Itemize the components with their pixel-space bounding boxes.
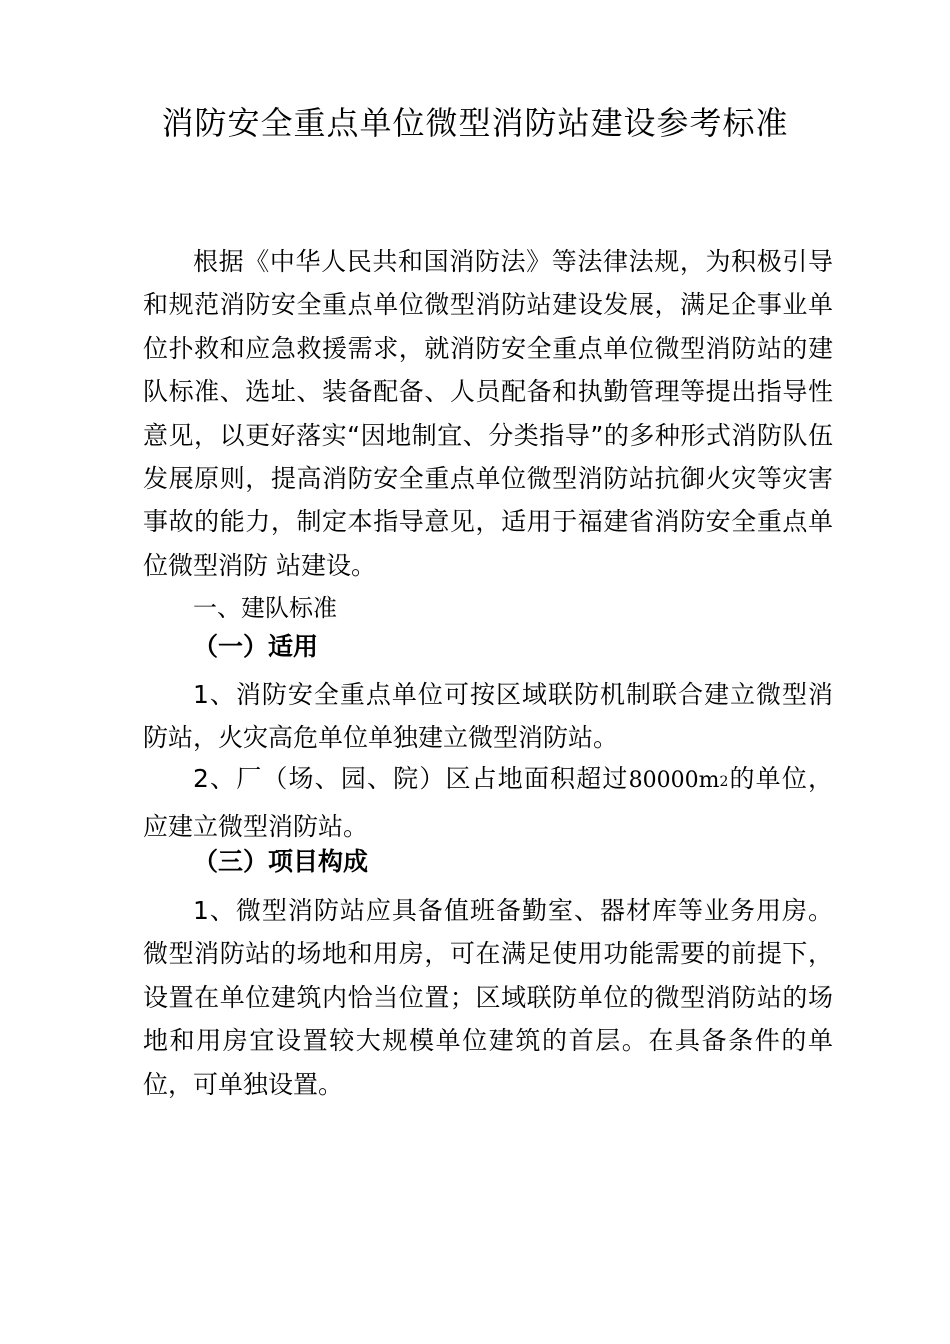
applicability-item-2-prefix: 2、厂（场、园、院）区占地面积超过 bbox=[193, 764, 629, 793]
applicability-item-2 bbox=[143, 757, 833, 849]
subsection-heading-composition: （三）项目构成 bbox=[193, 847, 369, 876]
area-unit-superscript: 2 bbox=[719, 774, 729, 790]
applicability-item-2-suffix: 的单位，应建立微型消防站。 bbox=[143, 764, 833, 842]
subsection-heading-applicability: （一）适用 bbox=[193, 632, 319, 661]
document-title: 消防安全重点单位微型消防站建设参考标准 bbox=[161, 104, 789, 142]
applicability-item-1: 1、消防安全重点单位可按区域联防机制联合建立微型消防站，火灾高危单位单独建立微型消防站。 bbox=[143, 680, 833, 753]
section-heading-team-standard: 一、建队标准 bbox=[193, 594, 337, 622]
intro-paragraph: 根据《中华人民共和国消防法》等法律法规，为积极引导和规范消防安全重点单位微型消防站建设发展，满足企事业单位扑救和应急救援需求，就消防安全重点单位微型消防站的建队标准、选址、装备配备、人员配备和执勤管理等提出指导性意见，以更好落实“因地制宜、分类指导”的多种形式消防队伍发展原则，提高消防安全重点单位微型消防站抗御火灾等灾害事故的能力，制定本指导意见，适用于福建省消防安全重点单位微型消防 站建设。 bbox=[143, 247, 833, 580]
composition-item-1: 1、微型消防站应具备值班备勤室、器材库等业务用房。微型消防站的场地和用房，可在满足使用功能需要的前提下，设置在单位建筑内恰当位置；区域联防单位的微型消防站的场地和用房宜设置较大规模单位建筑的首层。在具备条件的单位，可单独设置。 bbox=[143, 896, 833, 1099]
area-value: 80000m bbox=[628, 768, 720, 793]
